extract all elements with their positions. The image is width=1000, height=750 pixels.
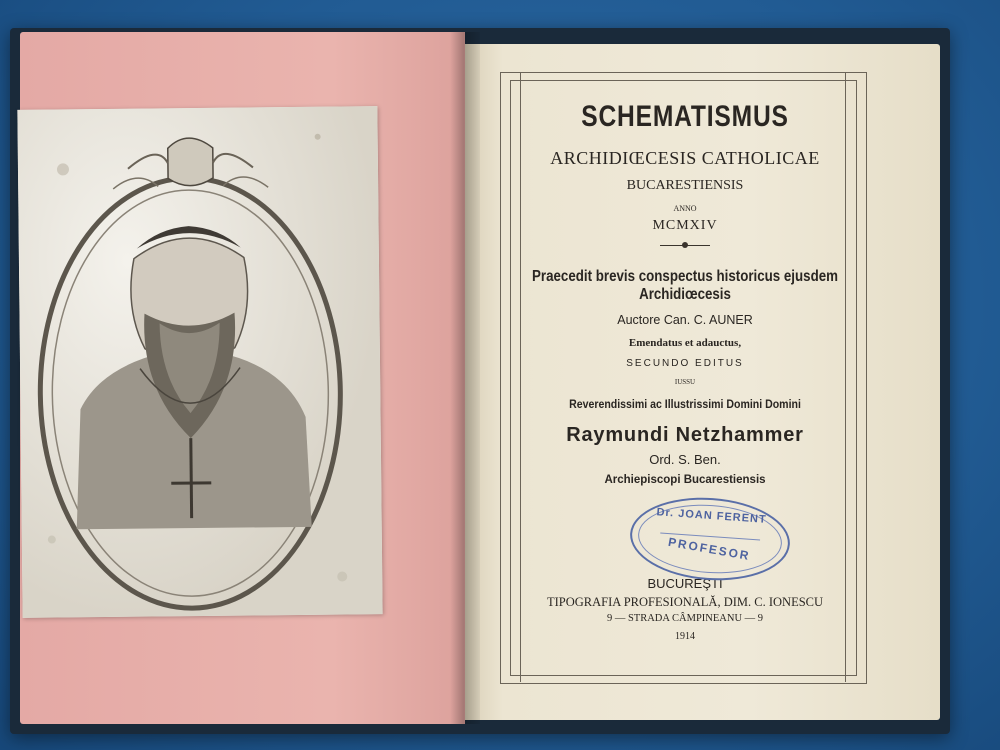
ornament-dot bbox=[682, 242, 688, 248]
book-subtitle: ARCHIDIŒCESIS CATHOLICAE bbox=[550, 148, 820, 168]
archbishop-title: Archiepiscopi Bucarestiensis bbox=[604, 474, 766, 486]
imprint-year: 1914 bbox=[675, 631, 695, 642]
imprint-printer: TIPOGRAFIA PROFESIONALĂ, DIM. C. IONESCU bbox=[546, 595, 824, 609]
iussu: IUSSU bbox=[674, 378, 696, 386]
book-gutter bbox=[450, 32, 480, 724]
year-roman: MCMXIV bbox=[652, 218, 718, 233]
ownership-stamp bbox=[627, 493, 792, 586]
stamp-owner: Dr. JOAN FERENT bbox=[656, 506, 768, 526]
emended-note: Emendatus et adauctus, bbox=[628, 337, 742, 349]
book-title: SCHEMATISMUS bbox=[581, 100, 789, 133]
engraved-portrait bbox=[17, 106, 382, 618]
book-subtitle-2: BUCARESTIENSIS bbox=[626, 178, 744, 193]
imprint-city: BUCUREŞTI bbox=[647, 576, 723, 591]
reverend-line: Reverendissimi ac Illustrissimi Domini Domini bbox=[569, 397, 801, 411]
religious-order: Ord. S. Ben. bbox=[649, 452, 721, 467]
stamp-role: PROFESOR bbox=[667, 534, 752, 564]
imprint-address: 9 — STRADA CÂMPINEANU — 9 bbox=[606, 613, 764, 624]
edition: SECUNDO EDITUS bbox=[626, 358, 744, 369]
archbishop-name: Raymundi Netzhammer bbox=[566, 424, 804, 446]
description: Praecedit brevis conspectus historicus ejusdem Archidiœcesis bbox=[532, 268, 838, 303]
author: Auctore Can. C. AUNER bbox=[617, 313, 753, 327]
portrait-card bbox=[17, 106, 382, 618]
anno-label: ANNO bbox=[673, 204, 697, 213]
